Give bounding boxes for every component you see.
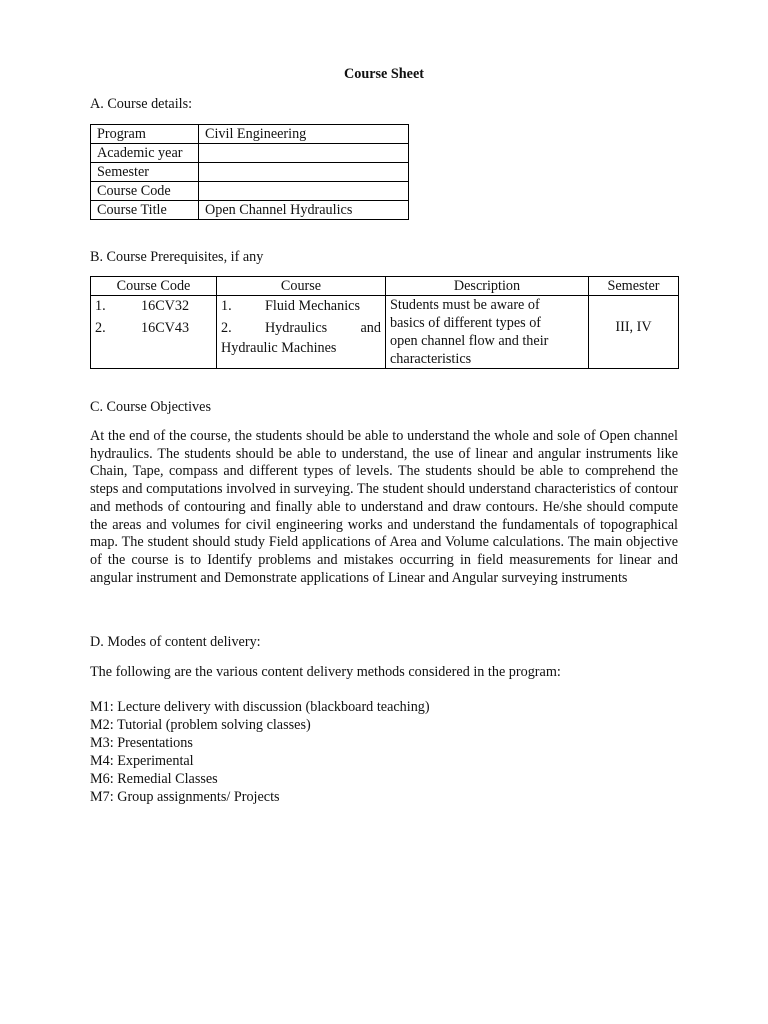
details-value [199, 182, 409, 201]
description-line: basics of different types of [390, 315, 542, 331]
semester-value: III, IV [615, 319, 652, 335]
table-row [91, 125, 409, 144]
delivery-intro: The following are the various content delivery methods considered in the program: [90, 664, 561, 680]
list-number: 2. [95, 320, 106, 336]
details-value [199, 163, 409, 182]
details-value [199, 144, 409, 163]
prerequisites-table [90, 276, 679, 369]
description-line: characteristics [390, 351, 472, 367]
details-label: Course Code [91, 182, 199, 201]
description-line: open channel flow and their [390, 333, 549, 349]
course-name-part: Hydraulic Machines [221, 340, 337, 356]
course-code: 16CV43 [141, 320, 190, 336]
details-label: Semester [91, 163, 199, 182]
course-name: Fluid Mechanics [265, 298, 360, 314]
table-header-row [91, 277, 679, 296]
details-label: Program [91, 125, 199, 144]
list-item: M4: Experimental [90, 753, 194, 770]
course-code-cell [91, 296, 217, 369]
list-item: M3: Presentations [90, 735, 193, 752]
section-a-heading: A. Course details: [90, 96, 193, 112]
page-title: Course Sheet [344, 66, 424, 82]
course-details-table [90, 124, 409, 220]
list-item: M1: Lecture delivery with discussion (blackboard teaching) [90, 699, 430, 715]
description-line: Students must be aware of [390, 297, 540, 313]
column-header: Course [217, 277, 386, 296]
description-cell [386, 296, 589, 369]
column-header: Description [386, 277, 589, 296]
table-row [91, 182, 409, 201]
details-label: Academic year [91, 144, 199, 163]
details-value: Open Channel Hydraulics [199, 201, 409, 220]
section-d-heading: D. Modes of content delivery: [90, 634, 261, 650]
details-value: Civil Engineering [199, 125, 409, 144]
section-c-heading: C. Course Objectives [90, 399, 211, 415]
details-label: Course Title [91, 201, 199, 220]
course-name-part: Hydraulics [264, 320, 328, 336]
table-row [91, 296, 679, 369]
list-item: M2: Tutorial (problem solving classes) [90, 717, 311, 734]
course-name-part: and [360, 320, 381, 336]
table-row [91, 201, 409, 220]
course-cell [217, 296, 386, 369]
objectives-paragraph: At the end of the course, the students should be able to understand the whole and sole of Open channel hydraulics. The students should be able to understand, the use of linear and angular instruments like Chain, Tape, compass and different types of levels. The students should be able to comprehend the steps and computations involved in surveying. The student should understand characteristics of contour and methods of contouring and finally able to understand and draw contours. He/she should compute the areas and volumes for civil engineering works and understand the fundamentals of topographical map. The student should study Field applications of Area and Volume calculations. The main objective of the course is to Identify problems and mistakes occurring in field measurements for linear and angular instrument and Demonstrate applications of Linear and Angular surveying instruments [90, 428, 678, 586]
list-item: M6: Remedial Classes [90, 771, 218, 788]
table-row [91, 163, 409, 182]
list-number: 1. [221, 298, 232, 314]
list-item: M7: Group assignments/ Projects [90, 789, 280, 806]
list-number: 2. [221, 320, 232, 336]
delivery-modes-list [90, 698, 430, 807]
column-header: Course Code [91, 277, 217, 296]
course-code: 16CV32 [141, 298, 190, 314]
table-row [91, 144, 409, 163]
list-number: 1. [95, 298, 106, 314]
section-b-heading: B. Course Prerequisites, if any [90, 249, 264, 265]
column-header: Semester [589, 277, 679, 296]
semester-cell [589, 296, 679, 369]
